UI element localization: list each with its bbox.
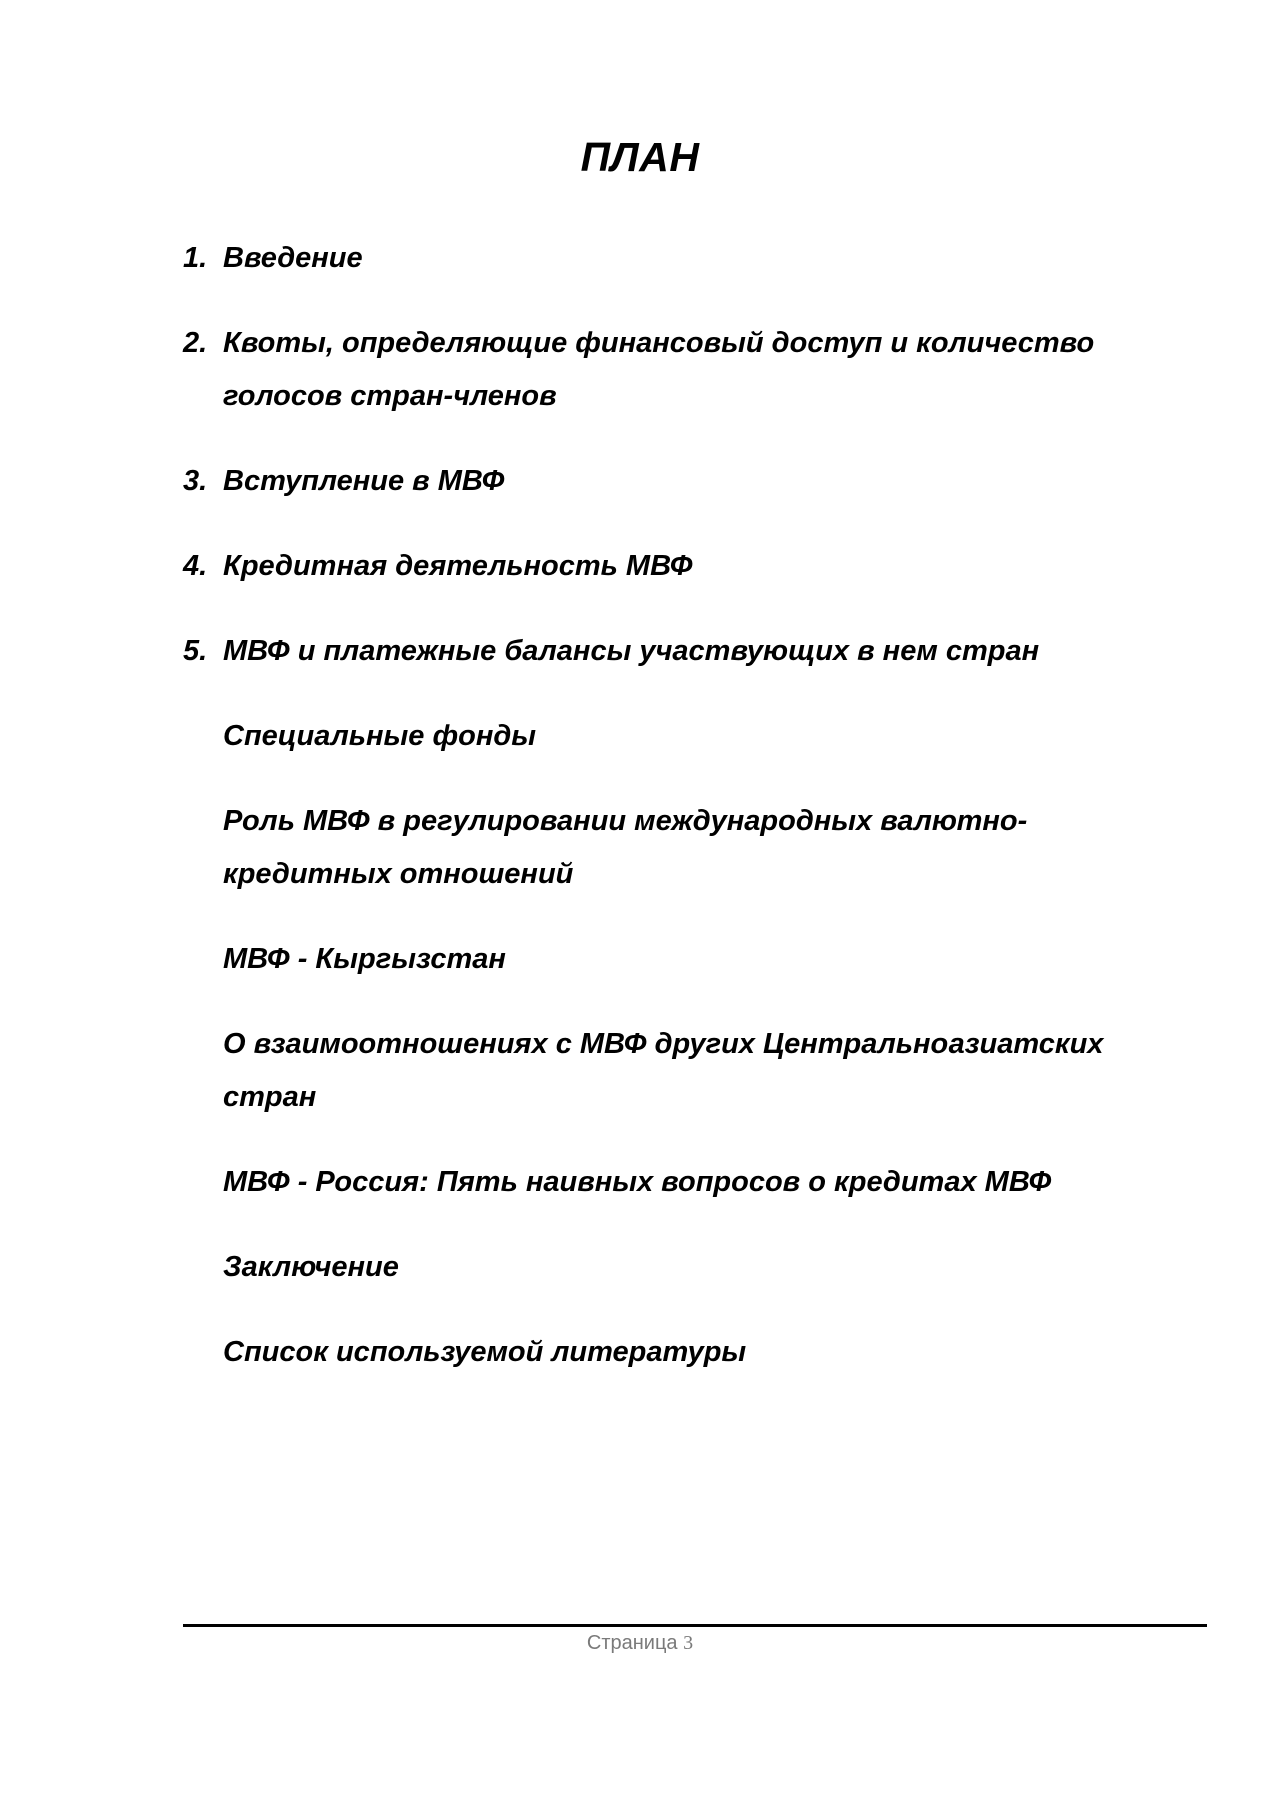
toc-item-bibliography xyxy=(183,1326,1143,1379)
toc-item-number: 4. xyxy=(183,550,208,582)
toc-item-number: 5. xyxy=(183,635,208,667)
toc-item-number: 2. xyxy=(183,327,208,359)
footer-page-label: Страница xyxy=(586,1632,678,1654)
toc-item-central-asia xyxy=(183,1018,1143,1124)
footer-page-number: 3 xyxy=(683,1632,694,1654)
toc-item-text: Кредитная деятельность МВФ xyxy=(223,550,693,582)
toc-item-2 xyxy=(183,317,1143,423)
toc-item-number: 3. xyxy=(183,465,208,497)
toc-item-text: МВФ и платежные балансы участвующих в нем стран xyxy=(223,635,1040,667)
toc-item-1 xyxy=(183,232,1143,285)
page-title: ПЛАН xyxy=(580,134,700,180)
page-footer xyxy=(0,1630,1280,1656)
toc-item-text: Специальные фонды xyxy=(223,720,537,752)
toc-item-text: Квоты, определяющие финансовый доступ и количество голосов стран-членов xyxy=(223,327,1095,412)
toc-item-imf-russia xyxy=(183,1156,1143,1209)
toc-item-text: Вступление в МВФ xyxy=(223,465,505,497)
toc-item-text: Введение xyxy=(223,242,363,274)
toc-item-text: МВФ - Кыргызстан xyxy=(223,943,506,975)
toc-item-text: Список используемой литературы xyxy=(223,1336,747,1368)
toc-item-special-funds xyxy=(183,710,1143,763)
toc-item-imf-role xyxy=(183,795,1143,901)
footer-divider xyxy=(183,1624,1207,1627)
toc-item-text: МВФ - Россия: Пять наивных вопросов о кредитах МВФ xyxy=(223,1166,1052,1198)
toc-item-text: Заключение xyxy=(223,1251,399,1283)
toc-item-4 xyxy=(183,540,1143,593)
toc-item-text: О взаимоотношениях с МВФ других Центральноазиатских стран xyxy=(223,1028,1104,1113)
toc-item-text: Роль МВФ в регулировании международных валютно-кредитных отношений xyxy=(223,805,1028,890)
toc-item-number: 1. xyxy=(183,242,208,274)
toc-item-conclusion xyxy=(183,1241,1143,1294)
toc-item-3 xyxy=(183,455,1143,508)
toc-item-imf-kyrgyzstan xyxy=(183,933,1143,986)
toc-item-5 xyxy=(183,625,1143,678)
table-of-contents xyxy=(183,232,1143,1411)
